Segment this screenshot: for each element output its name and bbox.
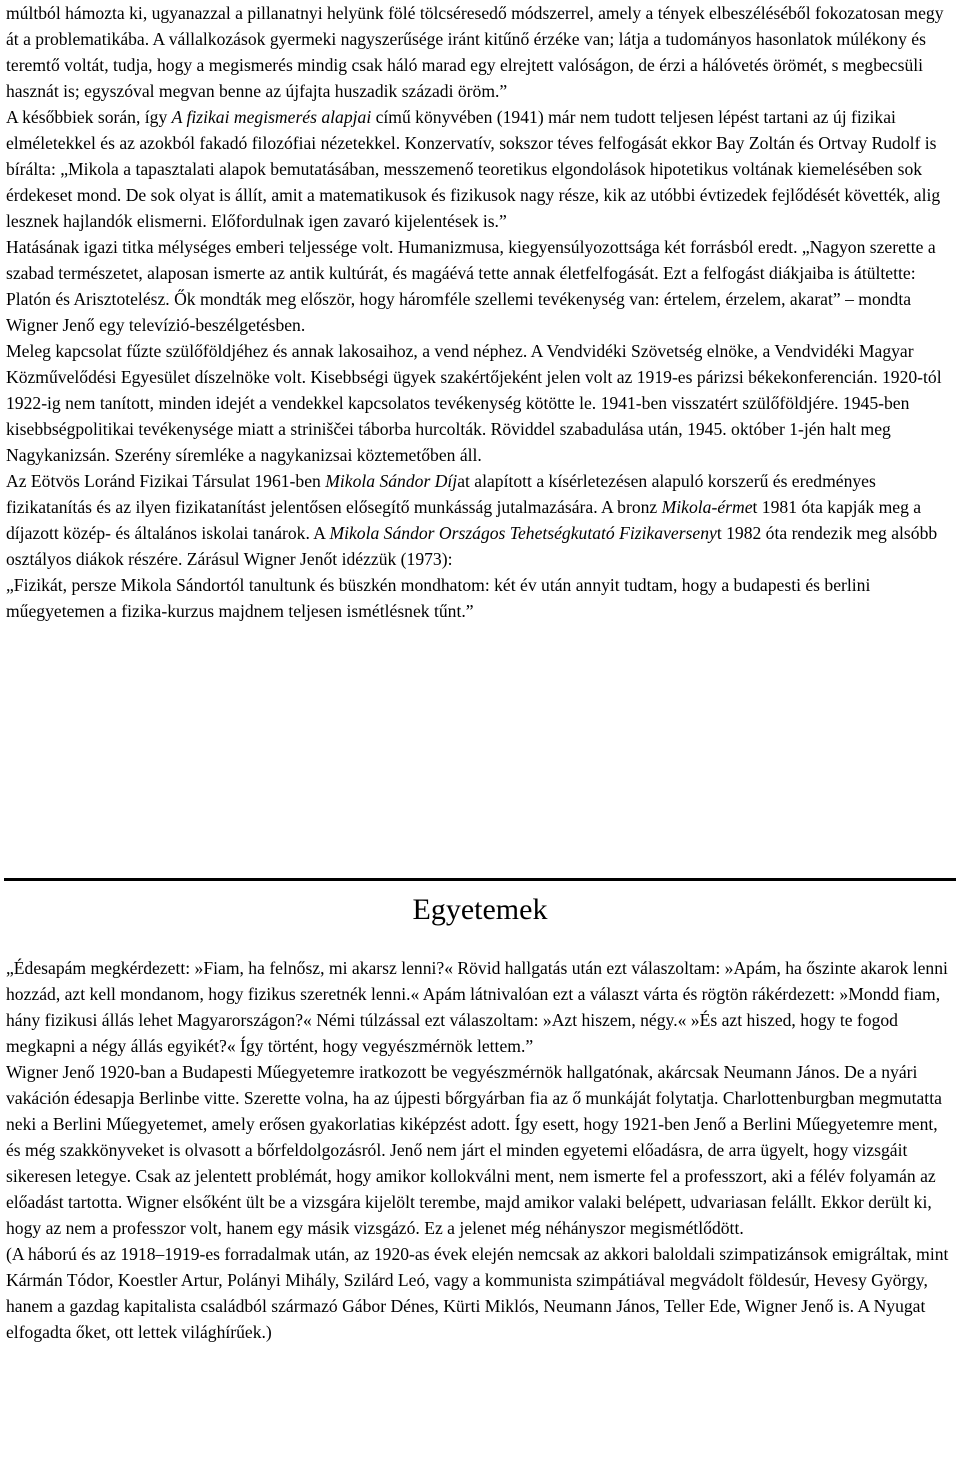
section-universities — [6, 955, 954, 1345]
competition-name: Mikola Sándor Országos Tehetségkutató Fizikaverseny — [329, 523, 717, 543]
paragraph-father-dialogue: „Édesapám megkérdezett: »Fiam, ha felnősz, mi akarsz lenni?« Rövid hallgatás után ezt válaszoltam: »Apám, ha őszinte akarok lenni hozzád, azt kell mondanom, hogy fizikus szeretnék lenni.« Apám látnivalóan ezt a választ várta és rögtön rákérdezett: »Mondd fiam, hány fizikusi állás lehet Magyarországon?« Némi túlzással ezt válaszoltam: »Azt hiszem, négy.« »És azt hiszed, hogy te fogod megkapni a négy állás egyikét?« Így történt, hogy vegyészmérnök lettem.” — [6, 958, 948, 1056]
section-mikola — [6, 0, 954, 624]
paragraph-methodology: múltból hámozta ki, ugyanazzal a pillanatnyi helyünk fölé tölcséresedő módszerrel, amely a tények elbeszéléséből fokozatosan megy át a problematikába. A vállalkozások gyermeki nagyszerűsége iránt kitűnő érzéke van; látja a tudományos hasonlatok múlékony és teremtő voltát, tudja, hogy a megismerés mindig csak háló marad egy elrejtett valóságon, de érzi a hálóvetés örömét, s megbecsüli hasznát is; egyszóval megvan benne az újfajta huszadik századi öröm.” — [6, 3, 944, 101]
paragraph-later-years: A későbbiek során, így A fizikai megismerés alapjai című könyvében (1941) már nem tudott teljesen lépést tartani az új fizikai elméletekkel és az azokból fakadó filozófiai nézetekkel. Konzervatív, sokszor téves felfogását ekkor Bay Zoltán és Ortvay Rudolf is bírálta: „Mikola a tapasztalati alapok bemutatásában, messzemenő teoretikus elgondolások hipotetikus voltának kiemelésében sok érdekeset mond. De sok olyat is állít, amit a matematikusok és fizikusok nagy része, kik az utóbbi évtizedek fejlődését követték, alig lesznek hajlandók elismerni. Előfordulnak igen zavaró kijelentések is.” — [6, 107, 941, 231]
paragraph-awards: Az Eötvös Loránd Fizikai Társulat 1961-ben Mikola Sándor Díjat alapított a kísérletezésen alapuló korszerű és eredményes fizikatanítás és az ilyen fizikatanítást jelentősen elősegítő munkásság jutalmazására. A bronz Mikola-érmet 1981 óta kapják meg a díjazott közép- és általános iskolai tanárok. A Mikola Sándor Országos Tehetségkutató Fizikaversenyt 1982 óta rendezik meg alsóbb osztályos diákok részére. Zárásul Wigner Jenőt idézzük (1973): — [6, 471, 938, 569]
medal-name: Mikola-érme — [661, 497, 753, 517]
paragraph-humanism: Hatásának igazi titka mélységes emberi teljessége volt. Humanizmusa, kiegyensúlyozottsága két forrásból eredt. „Nagyon szerette a szabad természetet, alaposan ismerte az antik kultúrát, és magáévá tette annak életfelfogását. Ezt a felfogást diákjaiba is átültette: Platón és Arisztotelész. Ők mondták meg először, hogy háromféle szellemi tevékenység van: értelem, érzelem, akarat” – mondta Wigner Jenő egy televízió-beszélgetésben. — [6, 237, 936, 335]
paragraph-studies: Wigner Jenő 1920-ban a Budapesti Műegyetemre iratkozott be vegyészmérnök hallgatónak, akárcsak Neumann János. De a nyári vakáción édesapja Berlinbe vitte. Szerette volna, ha az újpesti bőrgyárban fia az ő munkáját folytatja. Charlottenburgban megmutatta neki a Berlini Műegyetemet, amely erősen gyakorlatias kiképzést adott. Így esett, hogy 1921-ben Jenő a Berlini Műegyetemre ment, és még szakkönyveket is olvasott a bőrfeldolgozásról. Jenő nem járt el minden egyetemi előadásra, de arra ügyelt, hogy vizsgáit sikeresen letegye. Csak az jelentett problémát, hogy amikor kollokválni ment, nem ismerte fel a professzort, aki a félév folyamán az előadást tartotta. Wigner elsőként ült be a vizsgára kijelölt terembe, majd amikor valaki belépett, udvariasan felállt. Ekkor derült ki, hogy az nem a professzor volt, hanem egy másik vizsgázó. Ez a jelenet még néhányszor megismétlődött. — [6, 1062, 942, 1238]
section-divider — [4, 878, 956, 881]
paragraph-homeland: Meleg kapcsolat fűzte szülőföldjéhez és annak lakosaihoz, a vend néphez. A Vendvidéki Szövetség elnöke, a Vendvidéki Magyar Közművelődési Egyesület díszelnöke volt. Kisebbségi ügyek szakértőjeként jelen volt az 1919-es párizsi békekonferencián. 1920-tól 1922-ig nem tanított, minden idejét a vendekkel kapcsolatos tevékenység kötötte le. 1941-ben visszatért szülőföldjére. 1945-ben kisebbségpolitikai tevékenysége miatt a striniščei táborba hurcolták. Röviddel szabadulása után, 1945. október 1-jén halt meg Nagykanizsán. Szerény síremléke a nagykanizsai köztemetőben áll. — [6, 341, 942, 465]
book-title: A fizikai megismerés alapjai — [171, 107, 372, 127]
paragraph-wigner-quote: „Fizikát, persze Mikola Sándortól tanultunk és büszkén mondhatom: két év után annyit tudtam, hogy a budapesti és berlini műegyetemen a fizika-kurzus majdnem teljesen ismétlésnek tűnt.” — [6, 575, 871, 621]
paragraph-emigration: (A háború és az 1918–1919-es forradalmak után, az 1920-as évek elején nemcsak az akkori baloldali szimpatizánsok emigráltak, mint Kármán Tódor, Koestler Artur, Polányi Mihály, Szilárd Leó, vagy a kommunista szimpátiával megvádolt földesúr, Hevesy György, hanem a gazdag kapitalista családból származó Gábor Dénes, Kürti Miklós, Neumann János, Teller Ede, Wigner Jenő is. A Nyugat elfogadta őket, ott lettek világhírűek.) — [6, 1244, 949, 1342]
award-name: Mikola Sándor Díj — [325, 471, 458, 491]
section-heading: Egyetemek — [412, 893, 548, 926]
